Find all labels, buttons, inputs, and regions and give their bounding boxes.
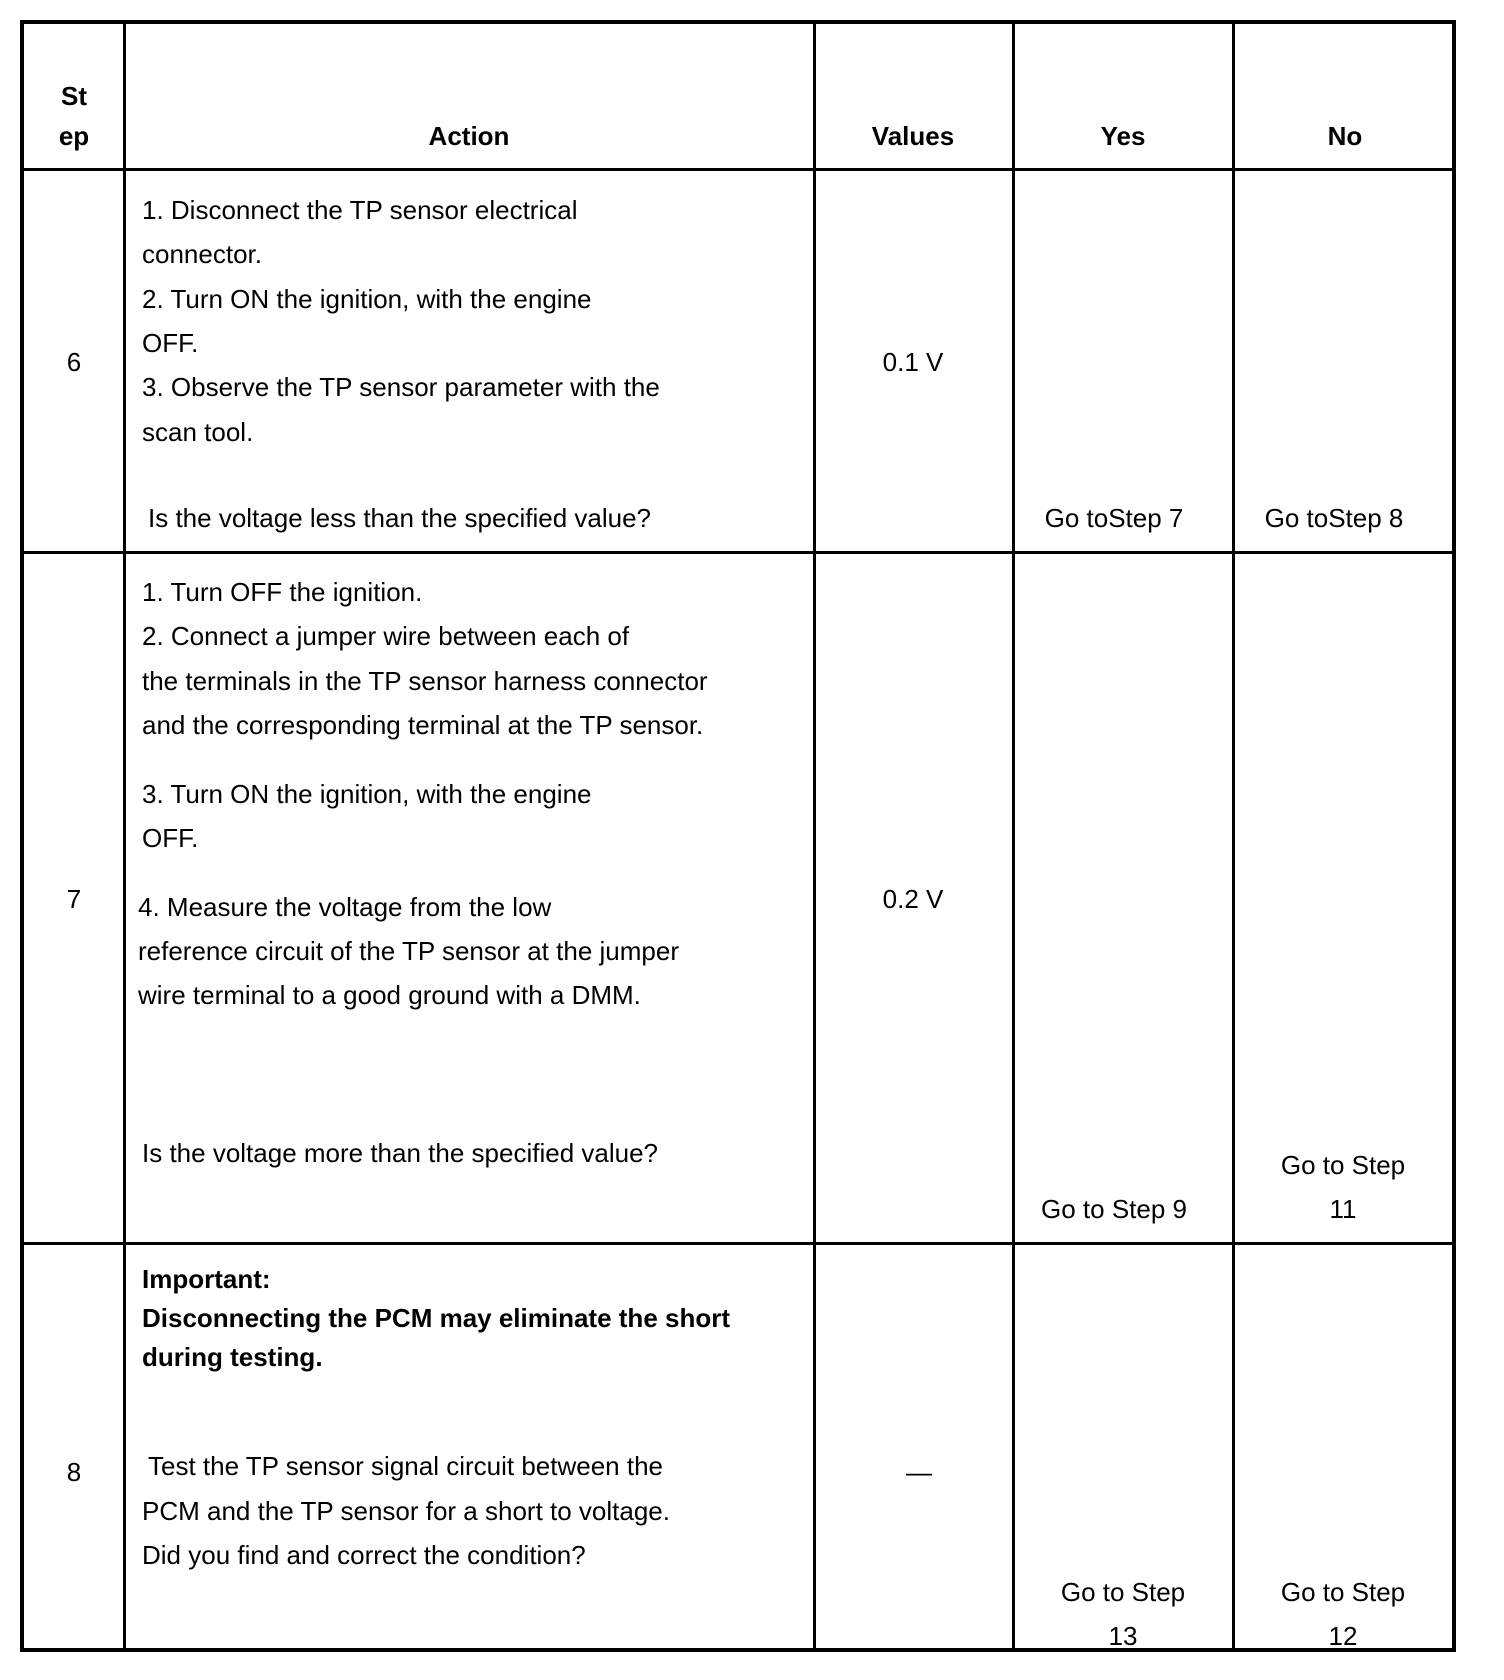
action-question: Is the voltage more than the specified value?: [142, 1138, 658, 1168]
action-line: PCM and the TP sensor for a short to voltage.: [142, 1496, 670, 1526]
important-line: Important:: [142, 1264, 271, 1294]
action-line: 3. Observe the TP sensor parameter with the: [142, 372, 660, 402]
important-line: during testing.: [142, 1342, 323, 1372]
important-note: [142, 1260, 730, 1377]
important-line: Disconnecting the PCM may eliminate the short: [142, 1303, 730, 1333]
action-question: Is the voltage less than the specified value?: [148, 503, 651, 533]
row-divider: [24, 551, 1452, 554]
value-cell: 0.2 V: [882, 884, 944, 914]
action-line: wire terminal to a good ground with a DMM.: [138, 980, 641, 1010]
yes-cell: Go to Step 9: [1041, 1194, 1187, 1224]
action-line: 4. Measure the voltage from the low: [138, 892, 552, 922]
action-line: Did you find and correct the condition?: [142, 1540, 586, 1570]
column-divider: [1232, 24, 1235, 1648]
step-number: 6: [66, 347, 82, 377]
yes-cell-line: Go to Step: [1060, 1577, 1186, 1607]
value-cell: 0.1 V: [882, 347, 944, 377]
header-step-line: ep: [58, 121, 90, 151]
header-step: [24, 76, 124, 156]
yes-cell-line: 13: [1108, 1621, 1138, 1651]
no-cell-line: 11: [1329, 1194, 1357, 1224]
action-line: 2. Turn ON the ignition, with the engine: [142, 284, 592, 314]
diagnostic-table: [20, 20, 1456, 1652]
header-step-line: St: [61, 81, 87, 111]
no-cell-line: 12: [1328, 1621, 1358, 1651]
header-values: Values: [871, 121, 955, 151]
column-divider: [123, 24, 126, 1648]
header-no: No: [1327, 121, 1363, 151]
action-line: connector.: [142, 239, 262, 269]
row-divider: [24, 1242, 1452, 1245]
action-line: 3. Turn ON the ignition, with the engine: [142, 779, 592, 809]
action-line: 1. Disconnect the TP sensor electrical: [142, 195, 578, 225]
row-divider: [24, 168, 1452, 171]
action-line: 2. Connect a jumper wire between each of: [142, 621, 630, 651]
action-line: OFF.: [142, 823, 199, 853]
no-cell: Go toStep 8: [1264, 503, 1404, 533]
action-line: and the corresponding terminal at the TP sensor.: [142, 710, 704, 740]
column-divider: [1012, 24, 1015, 1648]
action-line: reference circuit of the TP sensor at the jumper: [138, 936, 679, 966]
action-line: 1. Turn OFF the ignition.: [142, 577, 423, 607]
no-cell: [1234, 1143, 1452, 1231]
no-cell-line: Go to Step: [1280, 1577, 1406, 1607]
action-line: the terminals in the TP sensor harness connector: [142, 666, 708, 696]
value-cell: —: [906, 1457, 932, 1487]
action-line: Test the TP sensor signal circuit between the: [148, 1451, 663, 1481]
header-yes: Yes: [1100, 121, 1146, 151]
yes-cell: [1014, 1570, 1232, 1658]
step-number: 8: [66, 1457, 82, 1487]
no-cell: [1234, 1570, 1452, 1658]
action-line: OFF.: [142, 328, 199, 358]
header-action: Action: [428, 121, 510, 151]
no-cell-line: Go to Step: [1280, 1150, 1406, 1180]
action-line: scan tool.: [142, 417, 254, 447]
column-divider: [813, 24, 816, 1648]
step-number: 7: [66, 884, 82, 914]
yes-cell: Go toStep 7: [1044, 503, 1184, 533]
